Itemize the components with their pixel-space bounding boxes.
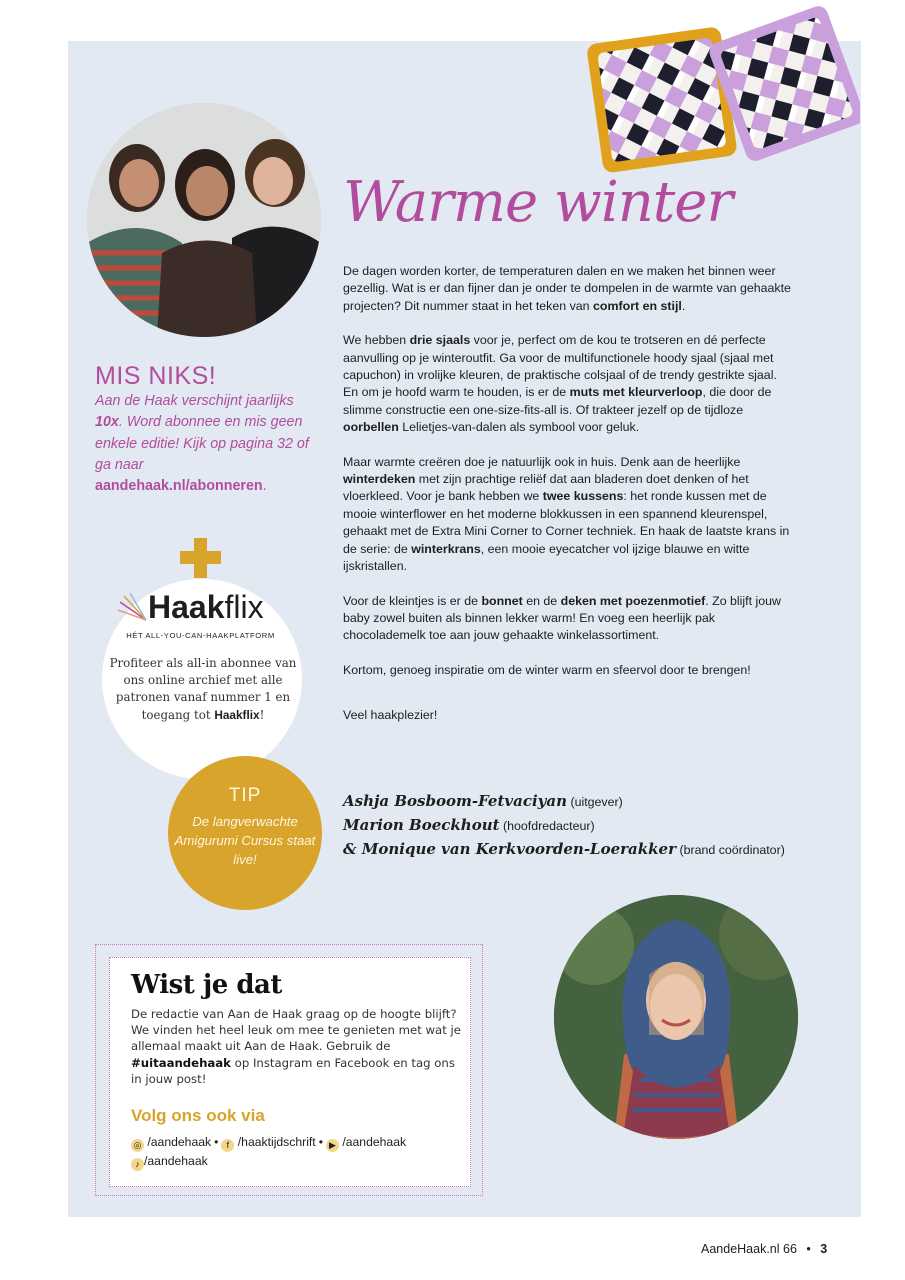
intro-paragraph-1: De dagen worden korter, de temperaturen dalen en we maken het binnen weer gezellig. Wat is er dan fijner dan je onder te dompelen in de warmte van gehaakte projecten? Dit nummer staat in het teken van comfort en stijl. <box>343 264 791 313</box>
instagram-icon: ◎ <box>131 1139 144 1152</box>
plus-icon-bar <box>180 551 221 564</box>
intro-paragraph-3: Maar warmte creëren doe je natuurlijk ook in huis. Denk aan de heerlijke winterdeken met zijn prachtige reliëf dat aan bladeren doet denken of het vloerkleed. Voor je bank hebben we twee kussens: het ronde kussen met de mooie winterflower en het moderne blokkussen in een spannend kleurenspel, gehaakt met de Extra Mini Corner to Corner techniek. En haak de laatste krans in de serie: de winterkrans, een mooie eyecatcher vol ijzige blauwe en witte ijskristallen. <box>343 454 790 574</box>
intro-paragraph-2: We hebben drie sjaals voor je, perfect om de kou te trotseren en dé perfecte aanvulling op je winteroutfit. Ga voor de multifunctionele hoody sjaal (sjaal met capuchon) in vrolijke kleuren, de praktische colsjaal of de trendy gestrikte sjaal. En om je hoofd warm te houden, is er de muts met kleurverloop, die door de slimme constructie een one-size-fits-all is. Of trakteer jezelf op de tijdloze oorbellen Lelietjes-van-dalen als symbool voor geluk. <box>343 333 777 435</box>
page-title: Warme winter <box>343 170 733 235</box>
info-box-title: Wist je dat <box>131 970 282 1000</box>
haakflix-subtitle: HÉT ALL-YOU-CAN-HAAKPLATFORM <box>126 631 275 640</box>
instagram-link[interactable]: ◎ /aandehaak <box>131 1135 211 1149</box>
haakflix-text: Profiteer als all-in abonnee van ons online archief met alle patronen vanaf nummer 1 en toegang tot Haakflix! <box>109 656 297 722</box>
model-photo <box>554 895 798 1139</box>
info-box-text: De redactie van Aan de Haak graag op de hoogte blijft? We vinden het heel leuk om mee te genieten met wat je allemaal maakt uit Aan de Haak. Gebruik de #uitaandehaak op Instagram en Facebook en tag ons in jouw post! <box>131 1007 461 1086</box>
footer-site: AandeHaak.nl 66 <box>701 1242 797 1256</box>
footer-bullet: • <box>806 1242 811 1256</box>
facebook-icon: f <box>221 1139 234 1152</box>
subscribe-link[interactable]: aandehaak.nl/abonneren <box>95 478 263 495</box>
tip-title: TIP <box>228 785 262 806</box>
social-links: ◎ /aandehaak • f /haaktijdschrift • ▶ /aandehaak ♪ /aandehaak <box>131 1133 461 1171</box>
youtube-icon: ▶ <box>326 1139 339 1152</box>
tip-text: De langverwachte Amigurumi Cursus staat live! <box>174 814 316 867</box>
intro-paragraph-5: Kortom, genoeg inspiratie om de winter warm en sfeervol door te brengen! <box>343 662 751 677</box>
signature-line: Ashja Bosboom-Fetvaciyan (uitgever) <box>343 792 623 810</box>
page-footer <box>701 1242 827 1256</box>
intro-text <box>343 263 793 742</box>
misniks-text: Aan de Haak verschijnt jaarlijks 10x. Word abonnee en mis geen enkele editie! Kijk op pagina 32 of ga naar aandehaak.nl/abonneren. <box>95 393 309 495</box>
cushions-illustration <box>585 5 860 175</box>
misniks-title: MIS NIKS! <box>95 362 217 390</box>
page-number: 3 <box>820 1242 828 1256</box>
intro-paragraph-4: Voor de kleintjes is er de bonnet en de deken met poezenmotief. Zo blijft jouw baby zowel buiten als binnen lekker warm! En voeg een heerlijk pak chocolademelk toe aan jouw gehaakte winkelassortiment. <box>343 593 781 643</box>
signature-line: & Monique van Kerkvoorden-Loerakker (brand coördinator) <box>343 840 785 858</box>
signature-line: Marion Boeckhout (hoofdredacteur) <box>343 816 595 834</box>
follow-title: Volg ons ook via <box>131 1106 265 1125</box>
signatures <box>343 790 813 862</box>
intro-closing: Veel haakplezier! <box>343 708 438 723</box>
tiktok-icon: ♪ <box>131 1158 144 1171</box>
tiktok-link[interactable]: ♪ /aandehaak <box>131 1154 208 1168</box>
facebook-link[interactable]: f /haaktijdschrift <box>221 1135 315 1149</box>
team-photo <box>87 103 321 337</box>
youtube-link[interactable]: ▶ /aandehaak <box>326 1135 406 1149</box>
haakflix-logo: Haakflix <box>118 589 288 626</box>
hook-fan-icon <box>118 592 148 622</box>
